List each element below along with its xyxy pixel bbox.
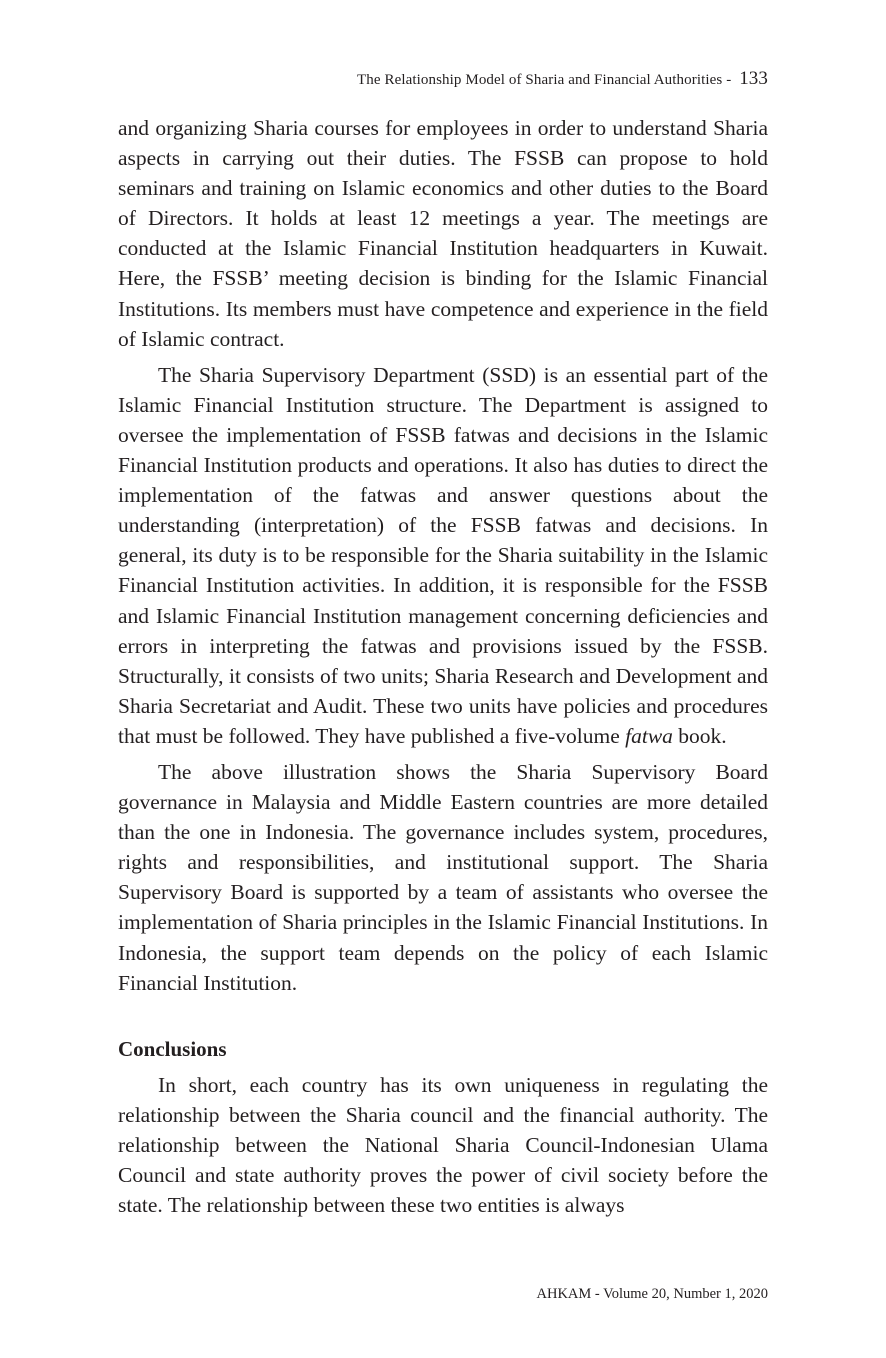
journal-issue: Volume 20, Number 1, 2020: [603, 1286, 768, 1302]
page-number: 133: [739, 68, 768, 89]
running-footer: [537, 1286, 769, 1303]
running-title: The Relationship Model of Sharia and Financial Authorities: [357, 72, 723, 88]
fatwa-italic-term: fatwa: [625, 723, 673, 748]
journal-name: AHKAM: [536, 1286, 592, 1302]
running-header: [357, 68, 768, 90]
header-separator: -: [726, 72, 732, 88]
footer-separator: -: [594, 1286, 600, 1302]
paragraph-illustration: The above illustration shows the Sharia Supervisory Board governance in Malaysia and Middle Eastern countries are more detailed than the one in Indonesia. The governance includes system, procedures, rights and responsibilities, and institutional support. The Sharia Supervisory Board is supported by a team of assistants who oversee the implementation of Sharia principles in the Islamic Financial Institutions. In Indonesia, the support team depends on the policy of each Islamic Financial Institution.: [118, 759, 768, 995]
paragraph-continued: and organizing Sharia courses for employees in order to understand Sharia aspects in carrying out their duties. The FSSB can propose to hold seminars and training on Islamic economics and other duties to the Board of Directors. It holds at least 12 meetings a year. The meetings are conducted at the Islamic Financial Institution headquarters in Kuwait. Here, the FSSB’ meeting decision is binding for the Islamic Financial Institutions. Its members must have competence and experience in the field of Islamic contract.: [118, 116, 768, 351]
paragraph-conclusions: In short, each country has its own uniqueness in regulating the relationship between the Sharia council and the financial authority. The relationship between the National Sharia Council-Indonesian Ulama Council and state authority proves the power of civil society before the state. The relationship between these two entities is always: [118, 1072, 768, 1218]
paragraph-ssd: [118, 360, 768, 751]
paragraph-ssd-text: The Sharia Supervisory Department (SSD) is an essential part of the Islamic Financial Institution structure. The Department is assigned to oversee the implementation of FSSB fatwas and decisions in the Islamic Financial Institution products and operations. It also has duties to direct the implementation of the fatwas and answer questions about the understanding (interpretation) of the FSSB fatwas and decisions. In general, its duty is to be responsible for the Sharia suitability in the Islamic Financial Institution activities. In addition, it is responsible for the FSSB and Islamic Financial Institution management concerning deficiencies and errors in interpreting the fatwas and provisions issued by the FSSB. Structurally, it consists of two units; Sharia Research and Development and Sharia Secretariat and Audit. These two units have policies and procedures that must be followed. They have published a five-volume: [118, 362, 768, 748]
paragraph-ssd-end: book.: [672, 723, 727, 748]
page-body: [118, 113, 768, 1220]
section-heading-conclusions: Conclusions: [118, 1036, 227, 1061]
